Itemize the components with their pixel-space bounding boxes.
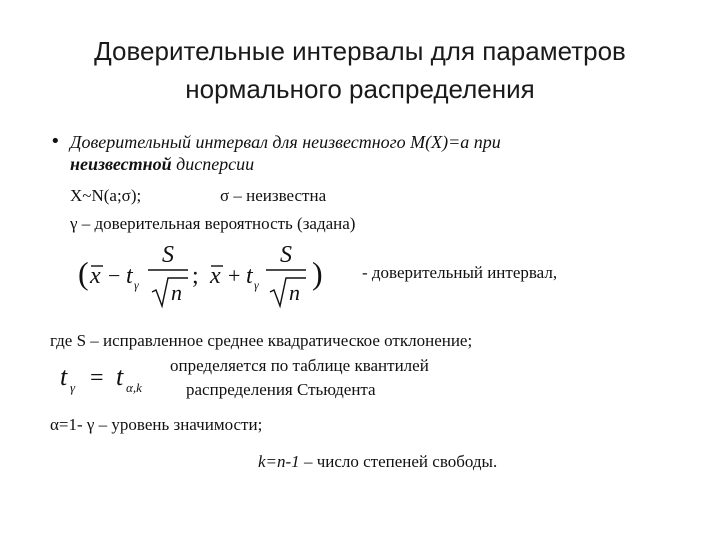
sqrt-2-n: n — [289, 280, 300, 305]
bullet-line-2-rest: дисперсии — [171, 154, 255, 174]
fraction-2-numerator: S — [280, 242, 292, 268]
t-note-line-1: определяется по таблице квантилей — [170, 356, 429, 375]
interval-formula — [78, 238, 328, 310]
gamma-line: γ – доверительная вероятность (задана) — [70, 214, 356, 233]
t-formula-rhs-sub: α,k — [126, 380, 142, 395]
minus-sign: − — [108, 263, 121, 288]
t-note-line-2: распределения Стьюдента — [186, 380, 376, 399]
k-line — [258, 451, 497, 473]
t-gamma-1: t — [126, 263, 133, 289]
interval-label: - доверительный интервал, — [362, 263, 558, 282]
fraction-1-numerator: S — [162, 242, 174, 268]
alpha-line: α=1- γ – уровень значимости; — [50, 415, 263, 434]
t-formula-lhs-sub: γ — [70, 380, 76, 395]
open-paren: ( — [78, 255, 89, 291]
bullet-dot-icon: • — [50, 131, 61, 152]
close-paren: ) — [312, 255, 323, 291]
t-formula — [58, 355, 168, 401]
t-gamma-1-sub: γ — [134, 278, 139, 292]
s-definition: где S – исправленное среднее квадратическое отклонение; — [50, 331, 473, 350]
sqrt-2-sign — [270, 278, 306, 306]
t-gamma-2: t — [246, 263, 253, 289]
bullet-line-1: Доверительный интервал для неизвестного M(X)=a при — [70, 132, 501, 152]
distribution-notation: X~N(a;σ); — [70, 186, 142, 205]
k-formula: k=n-1 — [258, 452, 300, 471]
bullet-bold-word: неизвестной — [70, 154, 172, 174]
sqrt-1-sign — [152, 278, 188, 306]
plus-sign: + — [228, 263, 241, 288]
sqrt-1-n: n — [171, 280, 182, 305]
x-bar-1: x — [90, 263, 101, 289]
slide-title — [0, 32, 720, 108]
bullet-line-2 — [70, 153, 254, 175]
semicolon: ; — [192, 263, 199, 289]
x-bar-2: x — [210, 263, 221, 289]
k-line-rest: – число степеней свободы. — [299, 452, 498, 471]
sigma-note: σ – неизвестна — [220, 186, 327, 205]
slide-title-line-1: Доверительные интервалы для параметров — [94, 36, 626, 66]
t-formula-lhs: t — [60, 362, 68, 391]
t-formula-equals: = — [90, 365, 104, 391]
t-gamma-2-sub: γ — [254, 278, 259, 292]
t-formula-rhs: t — [116, 362, 124, 391]
slide-title-line-2: нормального распределения — [185, 74, 535, 104]
